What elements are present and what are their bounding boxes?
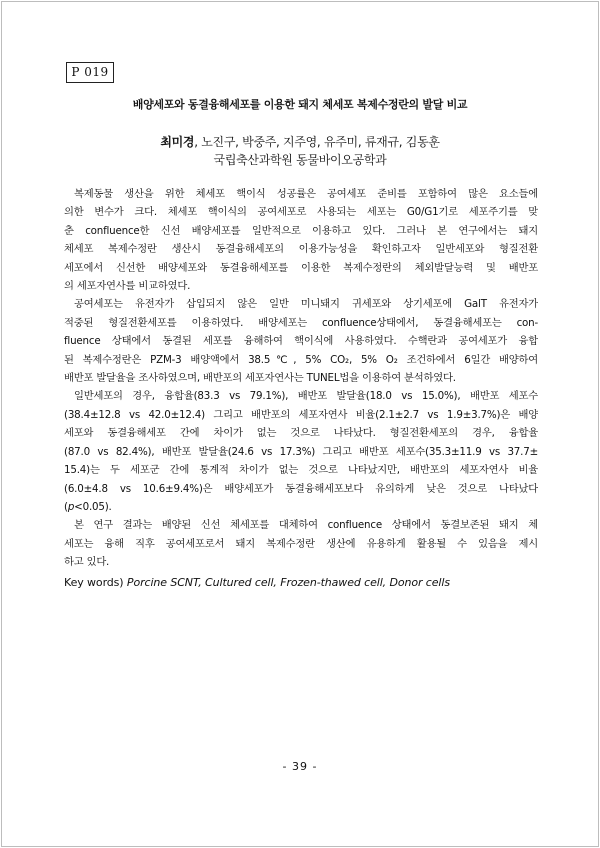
abstract-line: (6.0±4.8 vs 10.6±9.4%)은 배양세포가 동결융해세포보다 유의하게 낮은 것으로 나타났다 [64,482,538,495]
abstract-line: 적중된 형질전환세포를 이용하였다. 배양세포는 confluence상태에서, 동결융해세포는 con- [64,316,538,329]
abstract-body [64,185,538,572]
keywords-label: Key words) [64,576,127,589]
abstract-line: (p<0.05). [64,500,112,513]
abstract-line: 일반세포의 경우, 융합율(83.3 vs 79.1%), 배반포 발달율(18.0 vs 15.0%), 배반포 세포수 [74,390,538,403]
abstract-line: 의 세포자연사를 비교하였다. [64,280,191,293]
abstract-line: (87.0 vs 82.4%), 배반포 발달율(24.6 vs 17.3%) 그리고 배반포 세포수(35.3±11.9 vs 37.7± [64,445,538,458]
keywords-values: Porcine SCNT, Cultured cell, Frozen-thawed cell, Donor cells [126,576,450,589]
abstract-line: (38.4±12.8 vs 42.0±12.4) 그리고 배반포의 세포자연사 비율(2.1±2.7 vs 1.9±3.7%)은 배양 [64,408,538,421]
abstract-line: 세포와 동결융해세포 간에 차이가 없는 것으로 나타났다. 형질전환세포의 경우, 융합율 [64,427,538,440]
poster-id-badge: P 019 [66,62,114,83]
author-list [60,133,540,150]
abstract-line: 의한 변수가 크다. 체세포 핵이식의 공여세포로 사용되는 세포는 G0/G1기로 세포주기를 맞 [64,206,538,219]
affiliation: 국립축산과학원 동물바이오공학과 [213,153,387,167]
page-number: - 39 - [282,760,318,773]
co-authors: , 노진구, 박중주, 지주영, 유주미, 류재규, 김동훈 [194,135,440,149]
abstract-line: fluence 상태에서 동결된 세포를 융해하여 핵이식에 사용하였다. 수핵란과 공여세포가 융합 [64,335,538,348]
abstract-line: 된 복제수정란은 PZM-3 배양액에서 38.5℃, 5% CO₂, 5% O₂ 조건하에서 6일간 배양하여 [64,353,538,366]
abstract-line: 공여세포는 유전자가 삽입되지 않은 일반 미니돼지 귀세포와 상기세포에 GalT 유전자가 [74,298,538,311]
abstract-line: 복제동물 생산을 위한 체세포 핵이식 성공률은 공여세포 준비를 포함하여 많은 요소들에 [74,188,538,200]
abstract-line: 하고 있다. [64,556,110,569]
abstract-line: 본 연구 결과는 배양된 신선 체세포를 대체하여 confluence 상태에서 동결보존된 돼지 체 [74,519,538,532]
abstract-line: 체세포 복제수정란 생산시 동결융해세포의 이용가능성을 확인하고자 일반세포와 형질전환 [64,243,538,256]
paper-title: 배양세포와 동결융해세포를 이용한 돼지 체세포 복제수정란의 발달 비교 [132,98,468,111]
abstract-line: 15.4)는 두 세포군 간에 통계적 차이가 없는 것으로 나타났지만, 배반포의 세포자연사 비율 [64,464,538,477]
abstract-line: 배반포 발달율을 조사하였으며, 배반포의 세포자연사는 TUNEL법을 이용하여 분석하였다. [64,372,456,385]
abstract-line: 세포에서 신선한 배양세포와 동결융해세포를 이용한 복제수정란의 체외발달능력 및 배반포 [64,261,538,274]
keywords-line [64,576,544,589]
abstract-line: 세포는 융해 직후 공여세포로서 돼지 복제수정란 생산에 유용하게 활용될 수 있음을 제시 [64,537,538,550]
abstract-line: 춘 confluence한 신선 배양세포를 일반적으로 이용하고 있다. 그러나 본 연구에서는 돼지 [64,224,538,237]
first-author: 최미경 [160,135,195,149]
